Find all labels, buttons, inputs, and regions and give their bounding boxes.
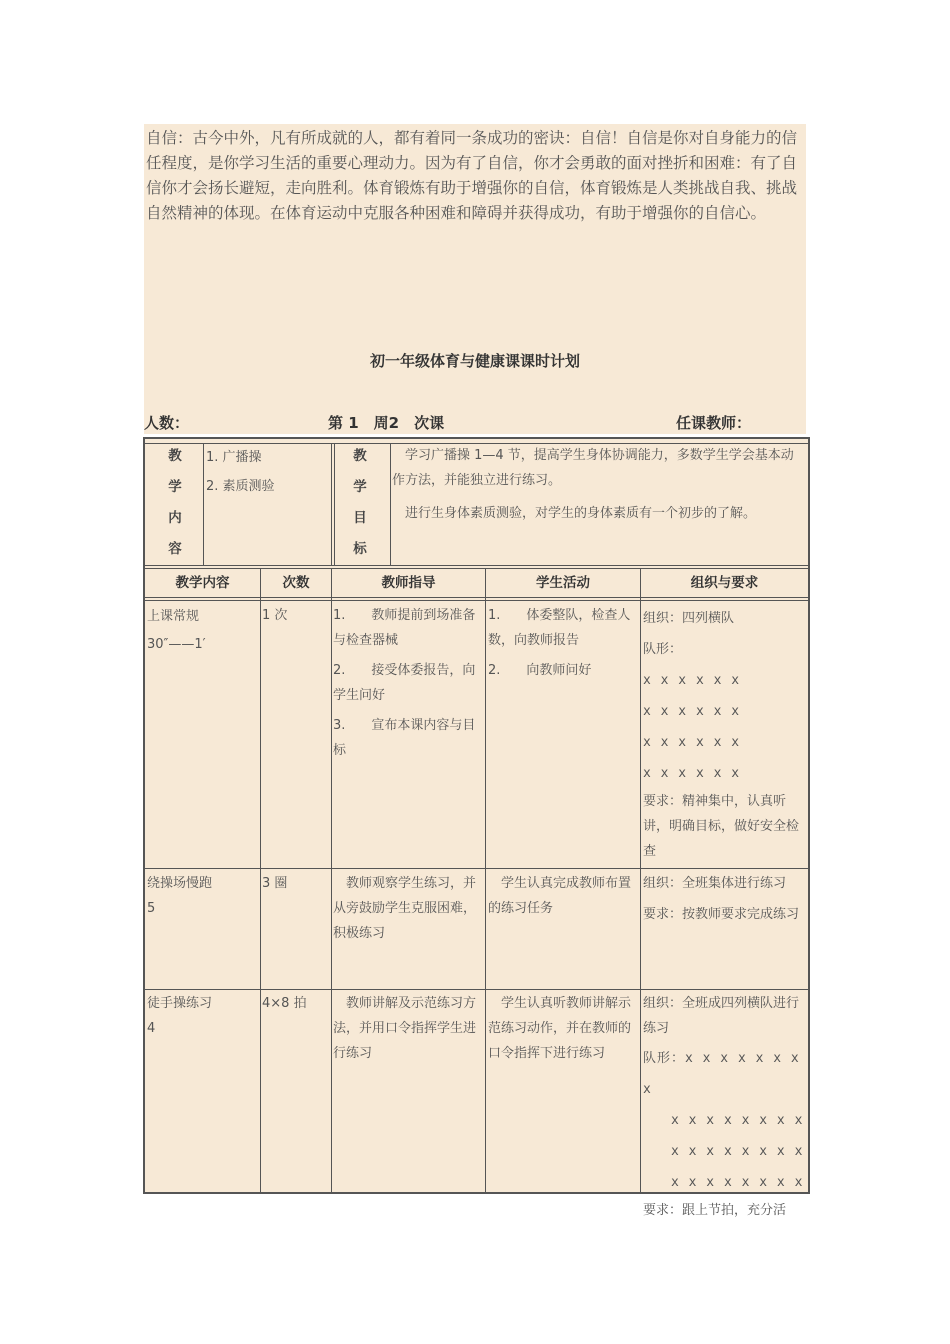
row2-times: 3 圈 [262,876,288,891]
goal-vertical-label [345,441,375,565]
col-divider-4 [640,568,641,1192]
content-item: 1. 广播操 [206,450,262,465]
goal-label-char: 教 [353,448,367,464]
org-line: 组织：四列横队 [643,611,735,626]
org-requirement: 要求：精神集中，认真听讲，明确目标，做好安全检查 [643,794,800,859]
col-header-student: 学生活动 [536,575,590,591]
row1-student [488,603,638,683]
org-line: 队形： [643,642,683,657]
row-content-duration: 5 [147,901,156,916]
student-step: 2. 向教师问好 [488,663,592,678]
row-divider-1 [145,868,808,869]
row-content-name: 上课常规 [147,609,200,624]
org-line: 组织：全班集体进行练习 [643,876,787,891]
goal-text [392,443,806,526]
row3-teacher: 教师讲解及示范练习方法，并用口令指挥学生进行练习 [333,996,477,1061]
page-title: 初一年级体育与健康课课时计划 [369,352,580,370]
content-label-char: 学 [168,479,182,495]
org-requirement: 要求：按教师要求完成练习 [643,907,800,922]
content-item: 2. 素质测验 [206,479,275,494]
col-divider-3 [485,568,486,1192]
column-header-bottom-line-2 [145,600,808,601]
teacher-step: 1. 教师提前到场准备与检查器械 [333,608,476,648]
row-divider-2 [145,989,808,990]
row-content-name: 绕操场慢跑 [147,876,213,891]
student-count-label: 人数： [144,414,190,432]
top-divider-1 [203,443,204,565]
goal-line: 进行生身体素质测验，对学生的身体素质有一个初步的了解。 [392,506,757,521]
goal-label-char: 标 [353,541,367,557]
row2-teacher: 教师观察学生练习，并从旁鼓励学生克服困难，积极练习 [333,876,477,941]
teacher-label: 任课教师： [676,414,752,432]
week-lesson-label: 第 1 周2 次课 [328,414,445,432]
row1-content [147,603,259,659]
col-header-organization: 组织与要求 [690,575,759,591]
content-label-char: 内 [168,510,182,526]
col-divider-1 [260,568,261,1192]
column-header-bottom-line [145,597,808,598]
row2-student: 学生认真完成教师布置的练习任务 [488,876,632,916]
row1-times: 1 次 [262,608,288,623]
row3-times: 4×8 拍 [262,996,307,1011]
row-content-duration: 30″——1′ [147,637,206,652]
row3-student: 学生认真听教师讲解示范练习动作，并在教师的口令指挥下进行练习 [488,996,632,1061]
content-label-char: 容 [168,541,182,557]
content-label-char: 教 [168,448,182,464]
goal-label-char: 学 [353,479,367,495]
column-header-top-line [145,568,808,569]
formation-row: x x x x x x [643,704,741,719]
goal-line: 学习广播操 1—4 节，提高学生身体协调能力，多数学生学会基本动作方法，并能独立进行练习。 [392,448,794,488]
col-header-teacher: 教师指导 [381,575,436,591]
formation-row: x x x x x x [643,673,741,688]
top-divider-3 [334,443,335,565]
teacher-step: 3. 宣布本课内容与目标 [333,718,476,758]
col-header-times: 次数 [282,575,310,591]
formation-row: x x x x x x [643,766,741,781]
row-content-duration: 4 [147,1021,156,1036]
row3-organization [643,991,806,1223]
row3-content [147,991,259,1041]
org-requirement: 要求：跟上节拍，充分活 [643,1203,787,1218]
row2-organization [643,871,806,927]
row1-teacher [333,603,483,763]
formation-row: 队形：x x x x x x x x [643,1051,800,1097]
col-header-content: 教学内容 [175,575,230,591]
row2-content [147,871,259,921]
intro-paragraph: 自信：古今中外，凡有所成就的人，都有着同一条成功的密诀：自信！自信是你对自身能力的信任程度，是你学习生活的重要心理动力。因为有了自信，你才会勇敢的面对挫折和困难：有了自信你才会扬长避短，走向胜利。体育锻炼有助于增强你的自信，体育锻炼是人类挑战自我、挑战自然精神的体现。在体育运动中克服各种困难和障碍并获得成功，有助于增强你的自信心。 [146,129,798,222]
goal-label-char: 目 [353,510,367,526]
top-divider-4 [390,443,391,565]
formation-row: x x x x x x [643,735,741,750]
row1-organization [643,603,806,864]
row-content-name: 徒手操练习 [147,996,213,1011]
top-divider-2 [331,443,332,565]
org-line: 组织：全班成四列横队进行练习 [643,996,800,1036]
teacher-step: 2. 接受体委报告，向学生问好 [333,663,476,703]
formation-row: x x x x x x x x [671,1113,804,1128]
content-items [206,443,328,501]
student-step: 1. 体委整队，检查人数，向教师报告 [488,608,631,648]
content-vertical-label [160,441,190,565]
top-section-bottom-line [145,565,808,566]
col-divider-2 [331,568,332,1192]
formation-row: x x x x x x x x [671,1144,804,1159]
formation-row: x x x x x x x x [671,1175,804,1190]
